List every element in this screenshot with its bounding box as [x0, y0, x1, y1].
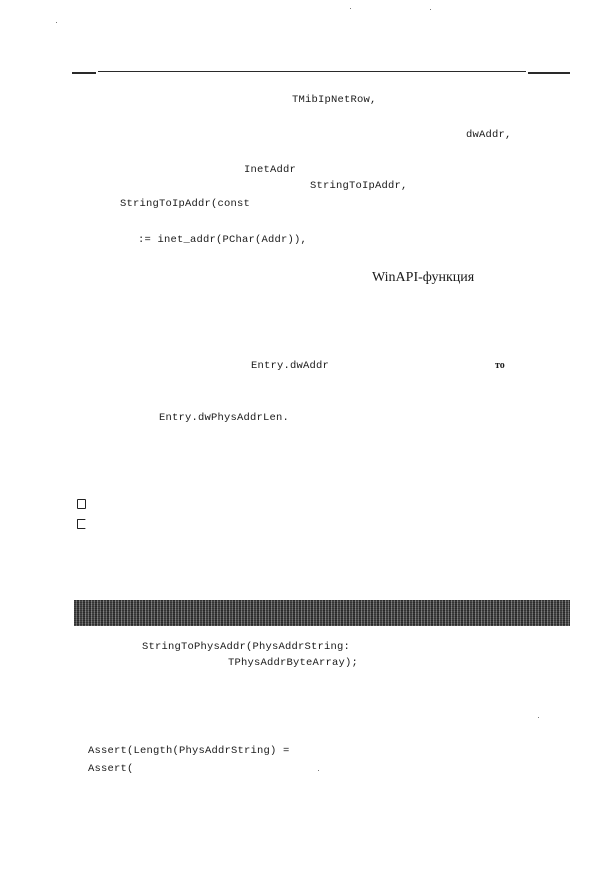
code-fragment-entry-dwaddr: Entry.dwAddr [251, 360, 330, 372]
scan-speck [538, 717, 539, 718]
code-fragment-assert-length: Assert(Length(PhysAddrString) = [88, 745, 290, 757]
code-fragment-entry-dwphysaddrlen: Entry.dwPhysAddrLen. [159, 412, 290, 424]
word-to: то [495, 360, 505, 371]
term-winapi-function: WinAPI-функция [372, 270, 475, 285]
code-fragment-stringtoipaddr: StringToIpAddr, [310, 180, 408, 192]
header-rule-right [528, 72, 570, 74]
scan-speck [318, 770, 319, 771]
scan-speck [56, 22, 57, 23]
code-fragment-dwaddr: dwAddr, [466, 129, 512, 141]
code-fragment-assert: Assert( [88, 763, 134, 775]
code-fragment-stringtoipaddr-decl: StringToIpAddr(const [120, 198, 251, 210]
code-fragment-tmibipnetrow: TMibIpNetRow, [292, 94, 377, 106]
scan-speck [350, 8, 351, 9]
code-fragment-inetaddr: InetAddr [244, 164, 297, 176]
header-rule-left [72, 72, 96, 74]
code-fragment-inet-addr: := inet_addr(PChar(Addr)), [138, 234, 308, 246]
checkbox-bullet-icon [77, 519, 86, 529]
code-fragment-stringtophysaddr: StringToPhysAddr(PhysAddrString: [142, 641, 351, 653]
header-rule [98, 71, 526, 72]
code-fragment-tphysaddrbytearray: TPhysAddrByteArray); [228, 657, 359, 669]
scan-speck [430, 9, 431, 10]
section-banner [74, 600, 570, 626]
checkbox-bullet-icon [77, 499, 86, 509]
